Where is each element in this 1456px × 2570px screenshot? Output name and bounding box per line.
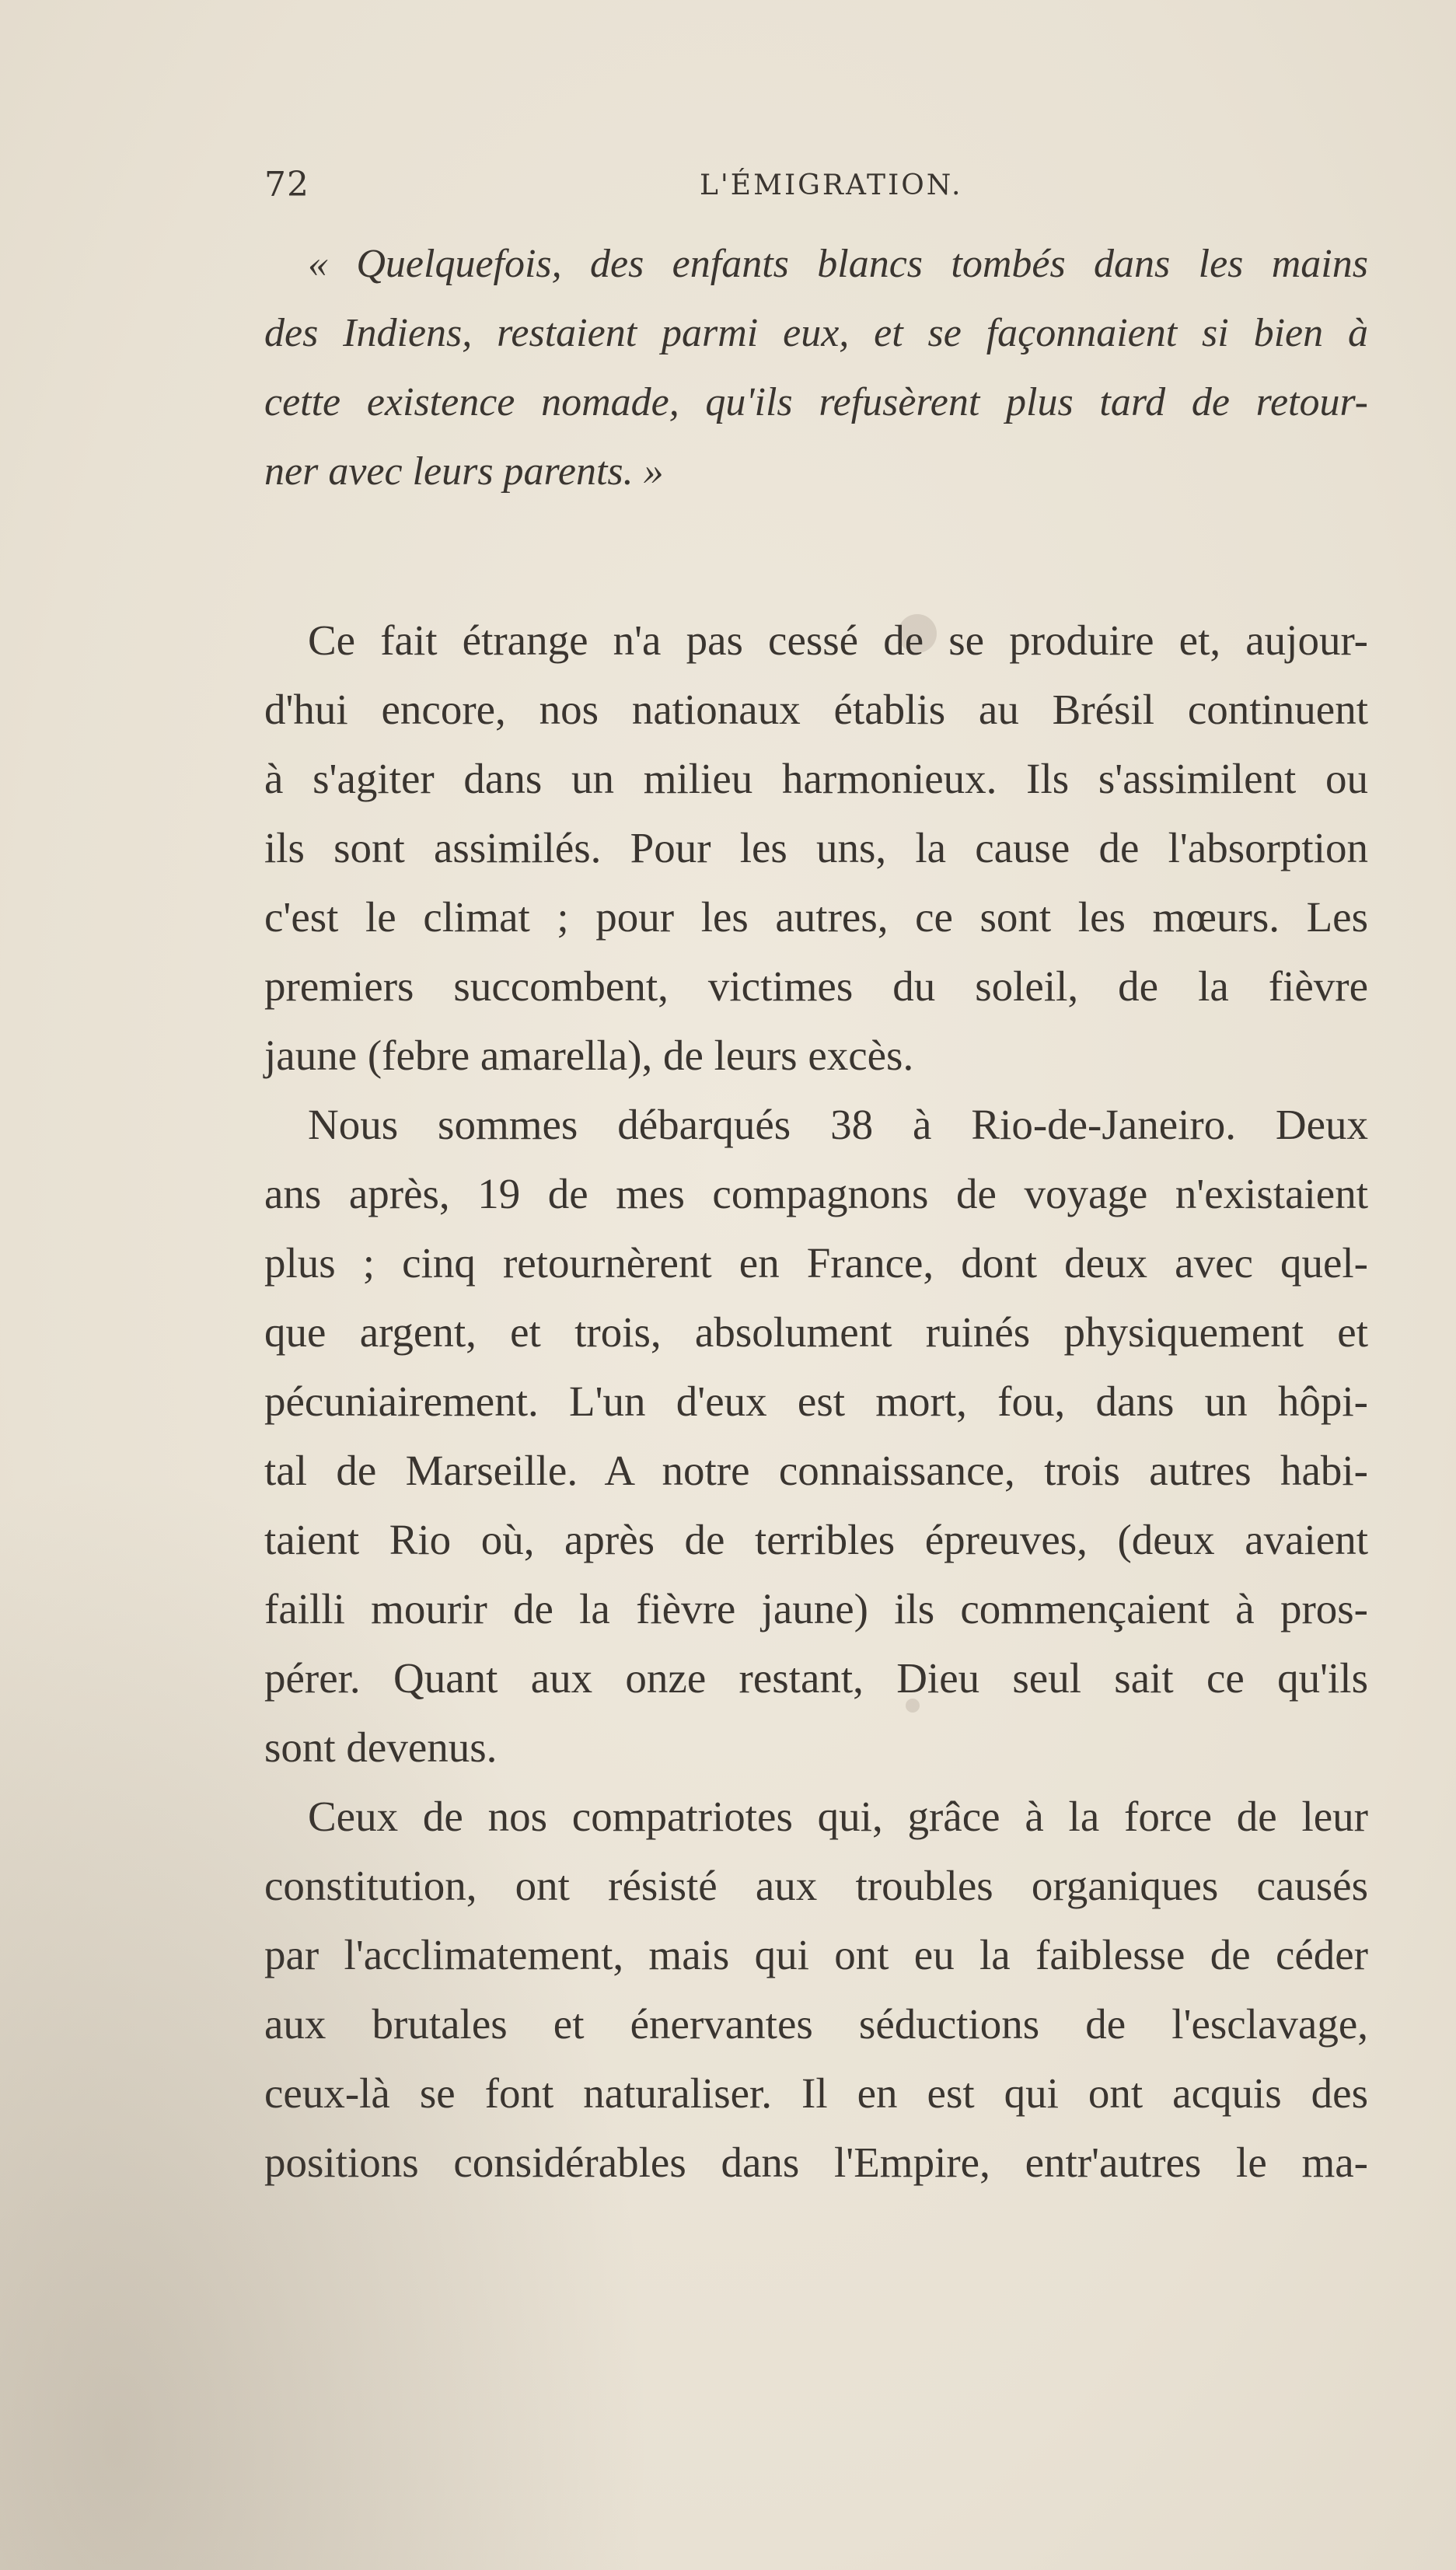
text-line: c'est le climat ; pour les autres, ce sont les mœurs. Les xyxy=(264,893,1368,941)
running-title: L'ÉMIGRATION. xyxy=(700,169,963,201)
quote-line: des Indiens, restaient parmi eux, et se façonnaient si bien à xyxy=(264,311,1368,355)
paragraph-2 xyxy=(264,1090,1368,1782)
text-block xyxy=(264,229,1368,2197)
text-line: failli mourir de la fièvre jaune) ils commençaient à pros- xyxy=(264,1585,1368,1632)
quote-line: ner avec leurs parents. » xyxy=(264,449,664,494)
text-line: ceux-là se font naturaliser. Il en est qui ont acquis des xyxy=(264,2069,1368,2117)
text-line: ils sont assimilés. Pour les uns, la cause de l'absorption xyxy=(264,824,1368,871)
paragraph-3 xyxy=(264,1782,1368,2197)
text-line: ans après, 19 de mes compagnons de voyage n'existaient xyxy=(264,1170,1368,1217)
text-line: Nous sommes débarqués 38 à Rio-de-Janeiro. Deux xyxy=(308,1101,1368,1148)
text-line: pécuniairement. L'un d'eux est mort, fou, dans un hôpi- xyxy=(264,1378,1368,1425)
quote-line: « Quelquefois, des enfants blancs tombés dans les mains xyxy=(308,242,1368,286)
text-line: constitution, ont résisté aux troubles organiques causés xyxy=(264,1862,1368,1909)
text-line: d'hui encore, nos nationaux établis au Brésil continuent xyxy=(264,686,1368,733)
text-line: Ceux de nos compatriotes qui, grâce à la force de leur xyxy=(308,1793,1368,1840)
text-line: positions considérables dans l'Empire, entr'autres le ma- xyxy=(264,2139,1368,2186)
text-line: sont devenus. xyxy=(264,1723,498,1771)
text-line: plus ; cinq retournèrent en France, dont deux avec quel- xyxy=(264,1239,1368,1287)
quote-block xyxy=(264,229,1368,506)
paragraph-1 xyxy=(264,606,1368,1090)
text-line: jaune (febre amarella), de leurs excès. xyxy=(264,1032,914,1079)
text-line: à s'agiter dans un milieu harmonieux. Ils s'assimilent ou xyxy=(264,755,1368,802)
text-line: taient Rio où, après de terribles épreuves, (deux avaient xyxy=(264,1516,1368,1563)
text-line: Ce fait étrange n'a pas cessé de se produire et, aujour- xyxy=(308,616,1368,664)
running-head xyxy=(264,165,1368,211)
text-line: tal de Marseille. A notre connaissance, trois autres habi- xyxy=(264,1447,1368,1494)
text-line: que argent, et trois, absolument ruinés physiquement et xyxy=(264,1308,1368,1356)
text-line: premiers succombent, victimes du soleil, de la fièvre xyxy=(264,962,1368,1010)
text-line: aux brutales et énervantes séductions de l'esclavage, xyxy=(264,2000,1368,2048)
text-line: par l'acclimatement, mais qui ont eu la faiblesse de céder xyxy=(264,1931,1368,1978)
section-gap xyxy=(264,506,1368,606)
page-number: 72 xyxy=(264,165,309,204)
text-line: pérer. Quant aux onze restant, Dieu seul sait ce qu'ils xyxy=(264,1654,1368,1702)
quote-line: cette existence nomade, qu'ils refusèrent plus tard de retour- xyxy=(264,380,1368,424)
